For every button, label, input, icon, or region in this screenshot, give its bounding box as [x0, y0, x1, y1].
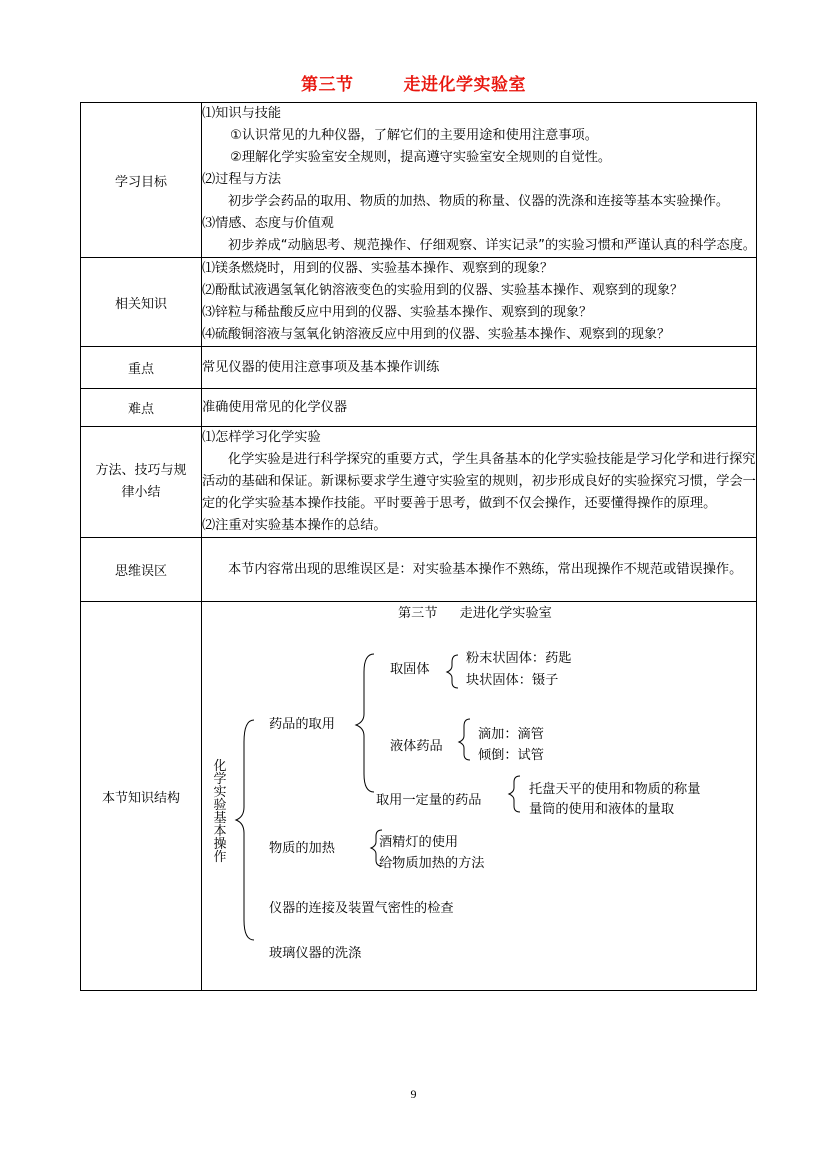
structure-label: 本节知识结构 — [81, 602, 202, 991]
structure-heading-section: 第三节 — [398, 606, 438, 621]
goals-line: 初步学会药品的取用、物质的加热、物质的称量、仪器的洗涤和连接等基本实验操作。 — [228, 194, 730, 209]
node-lamp: 酒精灯的使用 — [379, 835, 459, 850]
root-node: 化学实验基本操作 — [213, 759, 227, 865]
node-wash: 玻璃仪器的洗涤 — [269, 946, 362, 961]
row-key — [81, 347, 757, 389]
goals-label: 学习目标 — [81, 103, 202, 258]
row-methods — [81, 427, 757, 538]
related-line: ⑵酚酞试液遇氢氧化钠溶液变色的实验用到的仪器、实验基本操作、观察到的现象？ — [202, 283, 684, 298]
related-line: ⑴镁条燃烧时，用到的仪器、实验基本操作、观察到的现象？ — [202, 261, 554, 276]
node-drug-taking: 药品的取用 — [269, 717, 335, 732]
title-section: 第三节 — [301, 75, 354, 95]
methods-label — [81, 427, 202, 538]
difficult-content: 准确使用常见的化学仪器 — [202, 389, 757, 427]
solid-brace — [447, 655, 458, 688]
page-number: 9 — [410, 1087, 417, 1101]
structure-heading-name: 走进化学实验室 — [459, 606, 552, 621]
node-connect: 仪器的连接及装置气密性的检查 — [269, 901, 454, 916]
structure-content — [202, 602, 757, 991]
node-solid: 取固体 — [390, 662, 430, 677]
node-cylinder: 量筒的使用和液体的量取 — [529, 802, 675, 817]
goals-line: ②理解化学实验室安全规则，提高遵守实验室安全规则的自觉性。 — [230, 150, 612, 165]
structure-heading — [398, 605, 552, 623]
mistakes-text: 本节内容常出现的思维误区是：对实验基本操作不熟练，常出现操作不规范或错误操作。 — [228, 561, 743, 577]
related-label: 相关知识 — [81, 258, 202, 347]
goals-line: 初步养成“动脑思考、规范操作、仔细观察、详实记录”的实验习惯和严谨认真的科学态度。 — [228, 238, 756, 253]
quantity-brace — [509, 776, 520, 812]
node-heating: 物质的加热 — [269, 841, 335, 856]
node-pour: 倾倒：试管 — [478, 748, 544, 763]
page-title — [0, 70, 827, 95]
goals-line: ⑴知识与技能 — [202, 106, 282, 121]
row-mistakes — [81, 538, 757, 602]
knowledge-tree — [202, 602, 756, 990]
related-line: ⑷硫酸铜溶液与氢氧化钠溶液反应中用到的仪器、实验基本操作、观察到的现象？ — [202, 327, 671, 342]
difficult-label: 难点 — [81, 389, 202, 427]
methods-line: ⑴怎样学习化学实验 — [202, 430, 321, 445]
row-goals — [81, 103, 757, 258]
row-difficult — [81, 389, 757, 427]
node-liquid: 液体药品 — [390, 739, 443, 754]
related-line: ⑶锌粒与稀盐酸反应中用到的仪器、实验基本操作、观察到的现象？ — [202, 305, 593, 320]
key-content: 常见仪器的使用注意事项及基本操作训练 — [202, 347, 757, 389]
node-drip: 滴加：滴管 — [478, 727, 544, 742]
mistakes-content — [202, 538, 757, 602]
methods-label-line: 方法、技巧与规 — [95, 463, 187, 478]
lesson-table — [80, 102, 757, 991]
goals-line: ①认识常见的九种仪器，了解它们的主要用途和使用注意事项。 — [230, 128, 598, 143]
methods-content — [202, 427, 757, 538]
node-powder: 粉末状固体：药匙 — [466, 651, 572, 666]
drug-brace — [356, 654, 374, 792]
methods-label-line: 律小结 — [121, 485, 161, 500]
node-block: 块状固体：镊子 — [466, 673, 559, 688]
related-content — [202, 258, 757, 347]
methods-line: 化学实验是进行科学探究的重要方式，学生具备基本的化学实验技能是学习化学和进行探究活动的基础和保证。新课标要求学生遵守实验室的规则，初步形成良好的实验探究习惯，学会一定的化学实验基本操作技能。平时要善于思考，做到不仅会操作，还要懂得操作的原理。 — [202, 452, 756, 511]
goals-content — [202, 103, 757, 258]
node-quantity: 取用一定量的药品 — [376, 793, 482, 808]
root-brace — [236, 720, 254, 940]
key-label: 重点 — [81, 347, 202, 389]
node-heat-method: 给物质加热的方法 — [379, 856, 485, 871]
node-balance: 托盘天平的使用和物质的称量 — [529, 782, 701, 797]
goals-line: ⑶情感、态度与价值观 — [202, 216, 334, 231]
row-related — [81, 258, 757, 347]
row-structure — [81, 602, 757, 991]
liquid-brace — [459, 719, 470, 760]
methods-line: ⑵注重对实验基本操作的总结。 — [202, 518, 387, 533]
mistakes-label: 思维误区 — [81, 538, 202, 602]
title-name: 走进化学实验室 — [403, 75, 526, 95]
goals-line: ⑵过程与方法 — [202, 172, 282, 187]
